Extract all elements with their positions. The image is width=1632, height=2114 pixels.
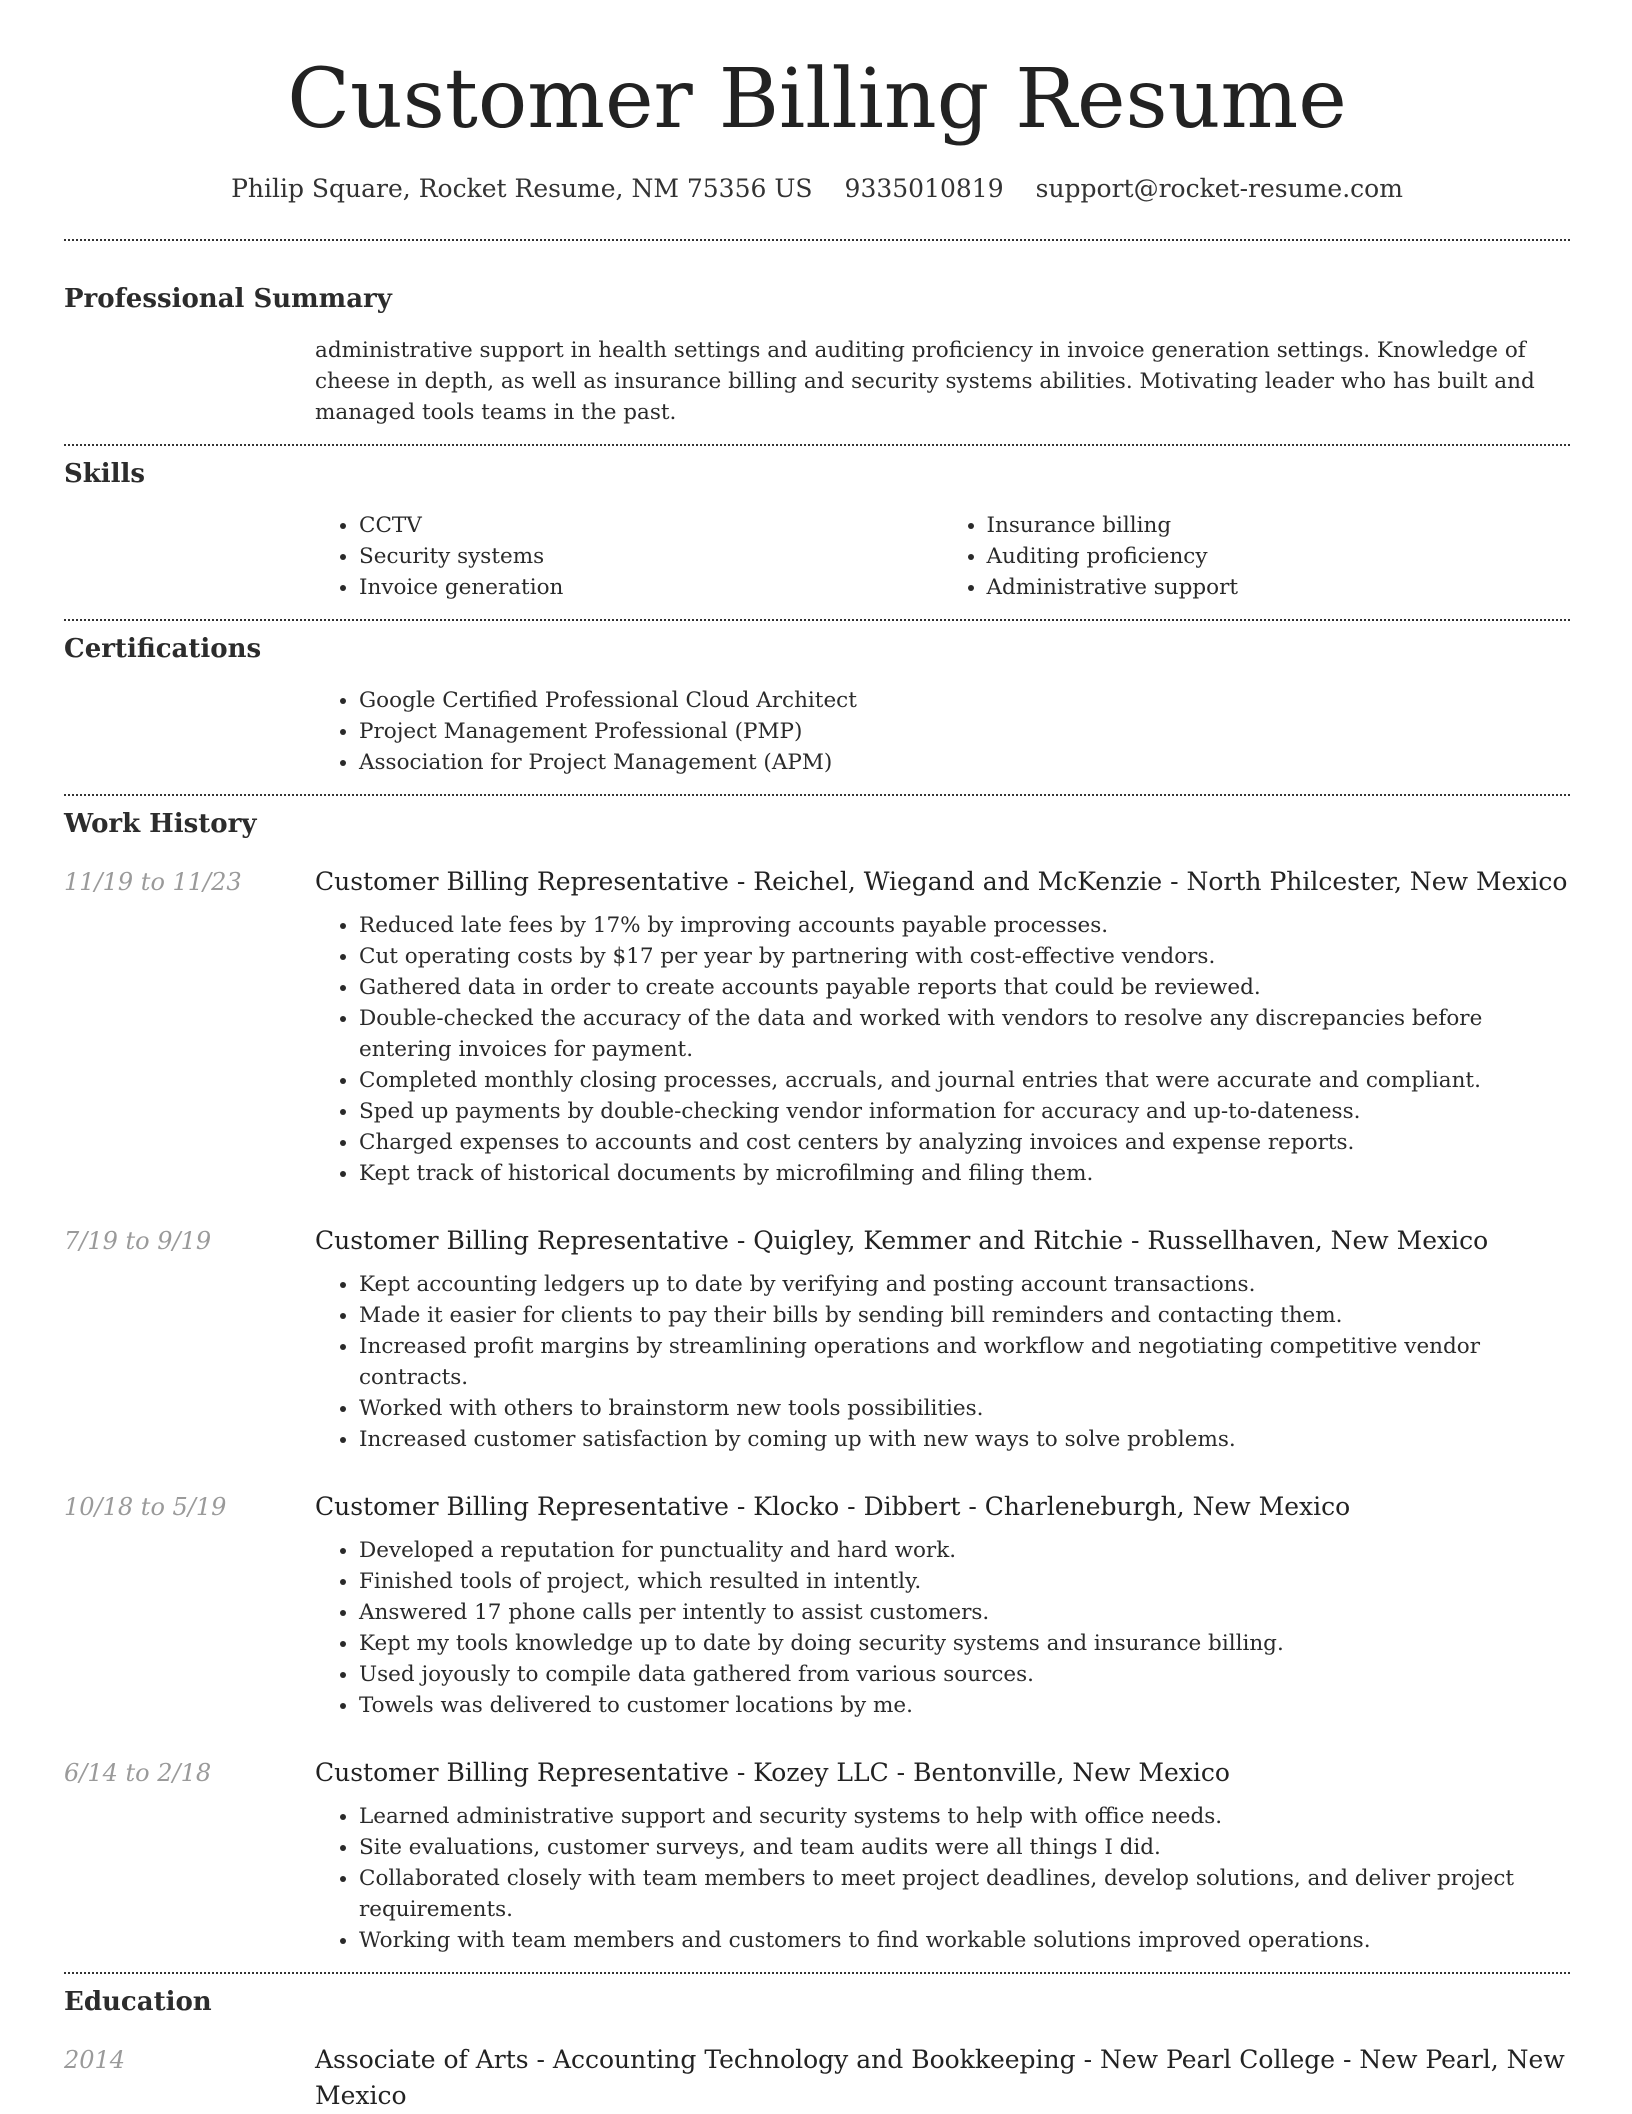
job-bullet: • Gathered data in order to create accounts payable reports that could be reviewed.	[359, 972, 1570, 1003]
job-heading: Customer Billing Representative - Quigley, Kemmer and Ritchie - Russellhaven, New Mexico	[315, 1226, 1489, 1255]
contact-address: Philip Square, Rocket Resume, NM 75356 US	[231, 174, 813, 203]
job-bullet: • Increased customer satisfaction by coming up with new ways to solve problems.	[359, 1424, 1570, 1455]
skill-item: • Invoice generation	[359, 572, 943, 603]
certification-item: • Project Management Professional (PMP)	[359, 716, 1570, 747]
job-entry	[64, 1489, 1570, 1721]
job-dates: 10/18 to 5/19	[64, 1493, 227, 1521]
job-bullet: • Towels was delivered to customer locations by me.	[359, 1690, 1570, 1721]
work-history-heading: Work History	[64, 809, 257, 839]
job-bullet: • Cut operating costs by $17 per year by partnering with cost-effective vendors.	[359, 941, 1570, 972]
contact-line	[64, 172, 1570, 206]
job-bullet: • Increased profit margins by streamlining operations and workflow and negotiating competitive vendor contracts.	[359, 1331, 1570, 1393]
summary-text: administrative support in health settings and auditing proficiency in invoice generation settings. Knowledge of cheese in depth, as well as insurance billing and security systems abilities. Motivating leader who has built and managed tools teams in the past.	[315, 338, 1535, 425]
job-dates: 6/14 to 2/18	[64, 1759, 212, 1787]
job-bullet: • Answered 17 phone calls per intently to assist customers.	[359, 1597, 1570, 1628]
certifications-content	[315, 685, 1570, 778]
job-details	[315, 910, 1570, 1189]
education-heading: Education	[64, 1987, 212, 2017]
education-date: 2014	[64, 2046, 126, 2074]
job-heading: Customer Billing Representative - Reichel, Wiegand and McKenzie - North Philcester, New Mexico	[315, 867, 1568, 896]
job-details	[315, 1269, 1570, 1455]
education-heading-text: Associate of Arts - Accounting Technology and Bookkeeping - New Pearl College - New Pearl, New Mexico	[315, 2045, 1565, 2110]
contact-phone: 9335010819	[844, 174, 1004, 203]
skill-item: • Administrative support	[987, 572, 1571, 603]
job-bullets	[315, 1269, 1570, 1455]
skills-section	[64, 446, 1570, 603]
job-bullet: • Site evaluations, customer surveys, and team audits were all things I did.	[359, 1832, 1570, 1863]
job-bullet: • Developed a reputation for punctuality and hard work.	[359, 1535, 1570, 1566]
job-dates: 7/19 to 9/19	[64, 1227, 212, 1255]
skill-item: • Insurance billing	[987, 510, 1571, 541]
job-bullet: • Sped up payments by double-checking vendor information for accuracy and up-to-dateness.	[359, 1096, 1570, 1127]
skills-list-left	[315, 510, 943, 603]
job-entry	[64, 864, 1570, 1189]
skills-list-right	[943, 510, 1571, 603]
work-history-section	[64, 796, 1570, 1956]
job-details	[315, 1535, 1570, 1721]
certifications-section	[64, 621, 1570, 778]
contact-email: support@rocket-resume.com	[1035, 174, 1403, 203]
job-heading: Customer Billing Representative - Klocko - Dibbert - Charleneburgh, New Mexico	[315, 1492, 1351, 1521]
certification-item: • Association for Project Management (APM)	[359, 747, 1570, 778]
certification-item: • Google Certified Professional Cloud Architect	[359, 685, 1570, 716]
certifications-list	[315, 685, 1570, 778]
job-bullet: • Learned administrative support and security systems to help with office needs.	[359, 1801, 1570, 1832]
job-bullet: • Completed monthly closing processes, accruals, and journal entries that were accurate and compliant.	[359, 1065, 1570, 1096]
skills-heading: Skills	[64, 459, 146, 489]
job-bullet: • Working with team members and customers to find workable solutions improved operations.	[359, 1925, 1570, 1956]
job-bullet: • Finished tools of project, which resulted in intently.	[359, 1566, 1570, 1597]
job-bullet: • Kept my tools knowledge up to date by doing security systems and insurance billing.	[359, 1628, 1570, 1659]
job-bullet: • Collaborated closely with team members to meet project deadlines, develop solutions, and deliver project requirements.	[359, 1863, 1570, 1925]
job-bullets	[315, 1801, 1570, 1956]
summary-heading: Professional Summary	[64, 284, 392, 314]
skill-item: • Auditing proficiency	[987, 541, 1571, 572]
job-bullet: • Used joyously to compile data gathered from various sources.	[359, 1659, 1570, 1690]
job-bullets	[315, 910, 1570, 1189]
resume-page	[64, 0, 1570, 2114]
job-bullet: • Worked with others to brainstorm new tools possibilities.	[359, 1393, 1570, 1424]
job-bullet: • Kept accounting ledgers up to date by verifying and posting account transactions.	[359, 1269, 1570, 1300]
resume-title: Customer Billing Resume	[287, 52, 1347, 147]
skills-grid	[315, 510, 1570, 603]
job-bullet: • Charged expenses to accounts and cost centers by analyzing invoices and expense reports.	[359, 1127, 1570, 1158]
job-entry	[64, 1755, 1570, 1956]
job-dates: 11/19 to 11/23	[64, 868, 242, 896]
job-heading: Customer Billing Representative - Kozey LLC - Bentonville, New Mexico	[315, 1758, 1230, 1787]
skill-item: • Security systems	[359, 541, 943, 572]
job-bullets	[315, 1535, 1570, 1721]
certifications-heading: Certifications	[64, 634, 262, 664]
skill-item: • CCTV	[359, 510, 943, 541]
job-bullet: • Reduced late fees by 17% by improving accounts payable processes.	[359, 910, 1570, 941]
summary-section	[64, 241, 1570, 428]
job-bullet: • Kept track of historical documents by microfilming and filing them.	[359, 1158, 1570, 1189]
job-entry	[64, 1223, 1570, 1455]
job-bullet: • Double-checked the accuracy of the data and worked with vendors to resolve any discrepancies before entering invoices for payment.	[359, 1003, 1570, 1065]
education-entry	[64, 2042, 1570, 2114]
education-section	[64, 1974, 1570, 2114]
job-bullet: • Made it easier for clients to pay their bills by sending bill reminders and contacting them.	[359, 1300, 1570, 1331]
job-details	[315, 1801, 1570, 1956]
